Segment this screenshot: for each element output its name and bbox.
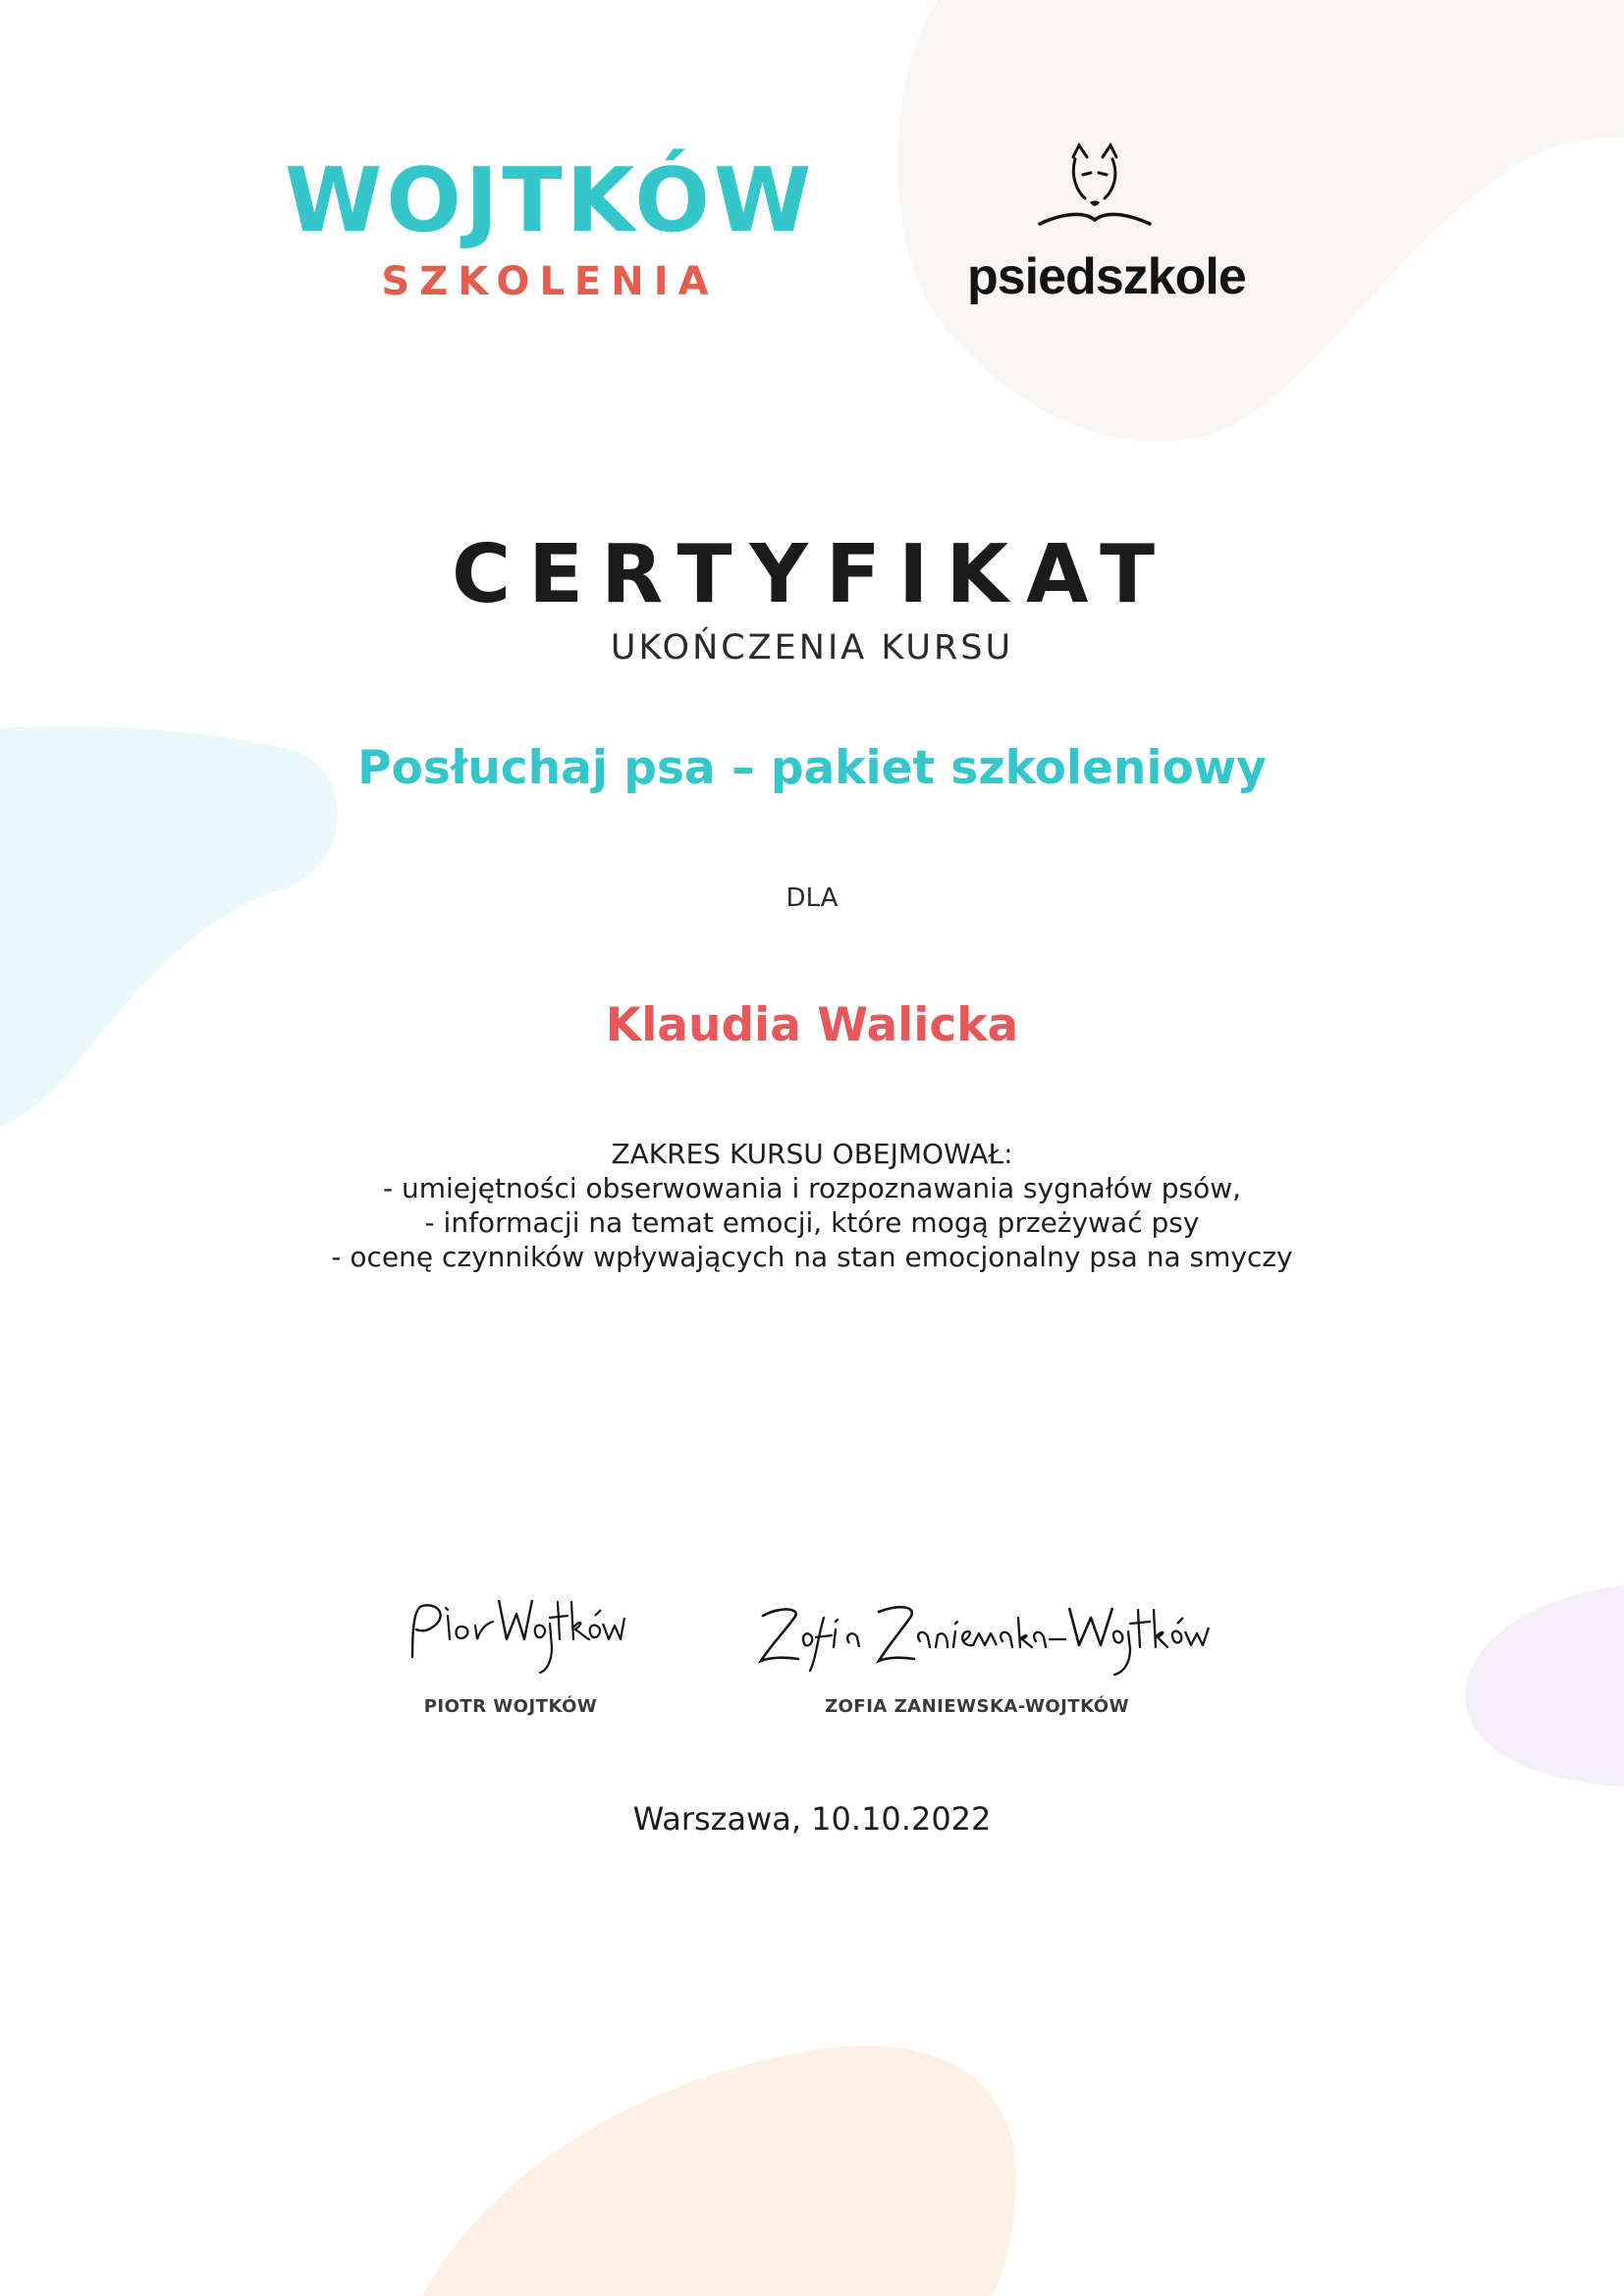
signature-block-1 (393, 1588, 628, 1717)
blob-right (1466, 1585, 1624, 1787)
course-name: Posłuchaj psa – pakiet szkoleniowy (357, 741, 1267, 795)
blob-bottom (422, 2046, 1016, 2296)
logo-wordmark: WOJTKÓW (285, 149, 816, 252)
handwritten-signature-1 (393, 1588, 628, 1686)
scope-item: - umiejętności obserwowania i rozpoznawania sygnałów psów, (382, 1172, 1242, 1204)
psiedszkole-wordmark: psiedszkole (967, 248, 1246, 305)
scope-heading: ZAKRES KURSU OBEJMOWAŁ: (611, 1138, 1013, 1170)
psiedszkole-logo (967, 137, 1246, 306)
for-label: DLA (785, 883, 839, 913)
recipient-name: Klaudia Walicka (605, 998, 1019, 1052)
dog-reading-book-icon (1026, 137, 1164, 245)
place-and-date: Warszawa, 10.10.2022 (632, 1800, 992, 1838)
certificate-subtitle: UKOŃCZENIA KURSU (610, 628, 1014, 667)
course-scope (0, 1137, 1624, 1274)
handwritten-signature-2 (741, 1588, 1213, 1686)
certificate-title: CERTYFIKAT (451, 528, 1173, 621)
scope-item: - ocenę czynników wpływających na stan emocjonalny psa na smyczy (331, 1241, 1293, 1273)
logo-subtitle: SZKOLENIA (381, 259, 719, 304)
signature-block-2 (741, 1588, 1213, 1717)
signatory-name-2: ZOFIA ZANIEWSKA-WOJTKÓW (825, 1696, 1129, 1717)
wojtkow-szkolenia-logo (285, 149, 816, 304)
signatory-name-1: PIOTR WOJTKÓW (423, 1696, 598, 1717)
scope-item: - informacji na temat emocji, które mogą przeżywać psy (424, 1206, 1200, 1239)
